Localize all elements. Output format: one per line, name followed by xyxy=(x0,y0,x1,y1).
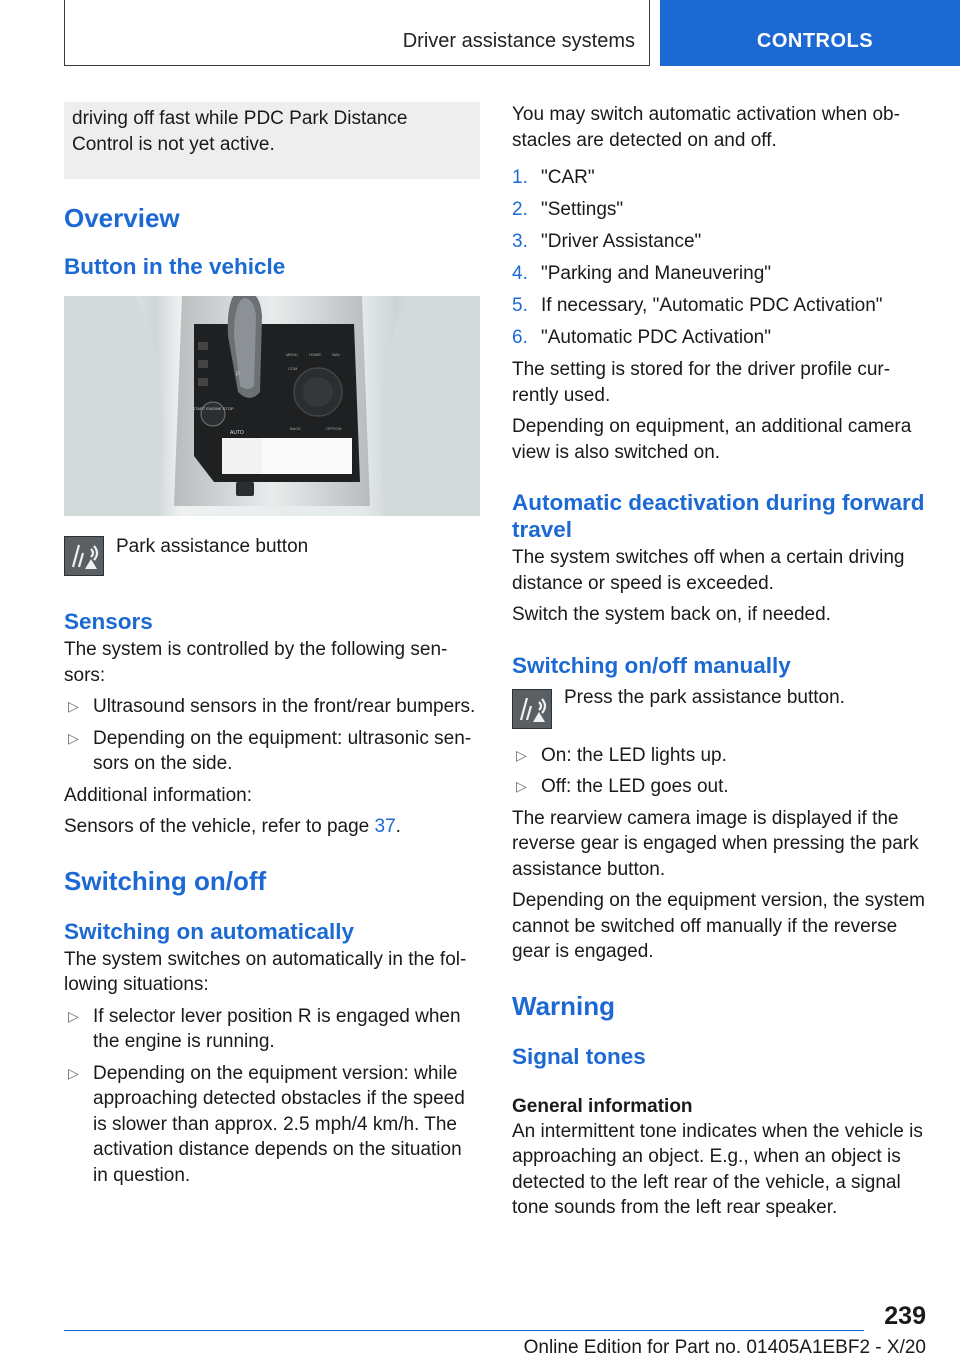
triangle-bullet-icon: ▷ xyxy=(68,698,79,714)
start-stop-label: START ENGINE STOP xyxy=(192,406,234,411)
sensors-list xyxy=(64,694,480,777)
deactivation-text-2: Switch the system back on, if needed. xyxy=(512,604,831,625)
left-seat xyxy=(64,296,163,516)
triangle-bullet-icon: ▷ xyxy=(516,746,527,763)
header-section-title: Driver assistance systems xyxy=(402,30,635,52)
svg-text:BACK: BACK xyxy=(290,426,301,431)
list-item: 6. "Automatic PDC Activation" xyxy=(512,327,771,348)
note-box xyxy=(64,102,480,179)
left-column xyxy=(64,102,480,1194)
header-chapter-title: CONTROLS xyxy=(756,30,874,52)
switching-heading: Switching on/off xyxy=(64,865,267,896)
manual-heading: Switching on/off manually xyxy=(512,652,791,678)
list-item: 5. If necessary, "Automatic PDC Activation" xyxy=(512,295,883,316)
page-number: 239 xyxy=(884,1302,926,1330)
triangle-bullet-icon: ▷ xyxy=(68,729,79,746)
svg-text:COM: COM xyxy=(288,366,298,371)
footer-edition: Online Edition for Part no. 01405A1EBF2 - X/20 xyxy=(523,1337,926,1358)
list-item: 4. "Parking and Maneuvering" xyxy=(512,263,772,284)
auto-list xyxy=(64,1004,480,1189)
parking-brake-switch xyxy=(236,482,254,496)
center-console-illustration xyxy=(64,296,480,516)
manual-button-row xyxy=(512,685,926,729)
deactivation-text-1: The system switches off when a certain driving distance or speed is exceeded. xyxy=(512,547,905,594)
right-seat xyxy=(381,296,480,516)
header-section-box xyxy=(64,0,650,66)
list-item: ▷ Depending on the equipment: ultrasonic sensors on the side. xyxy=(68,727,472,774)
list-item: ▷ If selector lever position R is engaged when the engine is running. xyxy=(68,1005,461,1052)
list-item: ▷ Depending on the equipment version: while approaching detected obstacles if the speed is slower than approx. 2.5 mph/4 km/h. The activation distance depends on the situation in question. xyxy=(68,1062,465,1186)
sensors-text: The system is controlled by the following sensors: xyxy=(64,639,448,686)
steps-list xyxy=(512,165,926,351)
manual-text: Press the park assistance button. xyxy=(564,686,845,708)
park-assistance-icon xyxy=(64,536,104,576)
general-heading: General information xyxy=(512,1095,693,1117)
triangle-bullet-icon: ▷ xyxy=(516,778,527,794)
svg-text:HOME: HOME xyxy=(309,352,321,357)
list-item: 2. "Settings" xyxy=(512,199,624,220)
list-item: 3. "Driver Assistance" xyxy=(512,231,702,252)
panel-insert-left xyxy=(222,438,262,474)
manual-list xyxy=(512,743,926,800)
svg-text:NAV: NAV xyxy=(332,352,340,357)
right-column xyxy=(512,102,926,1227)
page-link[interactable]: 37 xyxy=(374,816,396,837)
button-heading: Button in the vehicle xyxy=(64,254,286,279)
sensors-reference: Sensors of the vehicle, refer to page 37. xyxy=(64,816,401,837)
overview-heading: Overview xyxy=(64,203,180,233)
park-assistance-icon xyxy=(512,689,552,729)
list-item: 1. "CAR" xyxy=(512,167,595,188)
center-console-photo xyxy=(64,296,480,516)
park-assistance-caption: Park assistance button xyxy=(116,536,309,557)
rearview-text: The rearview camera image is displayed if the reverse gear is engaged when pressing the park assistance button. xyxy=(512,807,919,880)
sensors-heading: Sensors xyxy=(64,609,153,634)
list-item: ▷ Ultrasound sensors in the front/rear bumpers. xyxy=(64,694,480,720)
header-chapter-tab xyxy=(660,0,960,66)
list-item: ▷ On: the LED lights up. xyxy=(512,743,926,769)
park-assistance-button-row xyxy=(64,534,480,582)
signal-heading: Signal tones xyxy=(512,1043,646,1069)
footer-divider xyxy=(64,1330,864,1331)
svg-text:MENU: MENU xyxy=(286,352,298,357)
p-label: P xyxy=(236,372,241,378)
stored-text: The setting is stored for the driver profile currently used. xyxy=(512,359,891,406)
triangle-bullet-icon: ▷ xyxy=(68,1007,79,1024)
auto-label: AUTO xyxy=(230,430,244,436)
panel-insert-right xyxy=(262,438,352,474)
deactivation-heading: Automatic deactivation during forward travel xyxy=(512,490,925,542)
triangle-bullet-icon: ▷ xyxy=(68,1064,79,1081)
additional-info: Additional information: xyxy=(64,784,252,806)
auto-text: The system switches on automatically in the following situations: xyxy=(64,948,467,995)
warning-heading: Warning xyxy=(512,990,616,1021)
general-text: An intermittent tone indicates when the vehicle is approaching an object. E.g., when an object is detected to the left rear of the vehicle, a signal tone sounds from the left rear speaker. xyxy=(512,1120,923,1218)
camera-text: Depending on equipment, an additional camera view is also switched on. xyxy=(512,416,912,463)
note-text: driving off fast while PDC Park Distance Control is not yet active. xyxy=(72,108,408,155)
intro-text: You may switch automatic activation when obstacles are detected on and off. xyxy=(512,104,900,151)
svg-text:OPTION: OPTION xyxy=(326,426,342,431)
list-item: ▷ Off: the LED goes out. xyxy=(512,774,926,800)
auto-heading: Switching on automatically xyxy=(64,918,355,944)
reverse-text: Depending on the equipment version, the system cannot be switched off manually if the reverse gear is engaged. xyxy=(512,890,925,962)
